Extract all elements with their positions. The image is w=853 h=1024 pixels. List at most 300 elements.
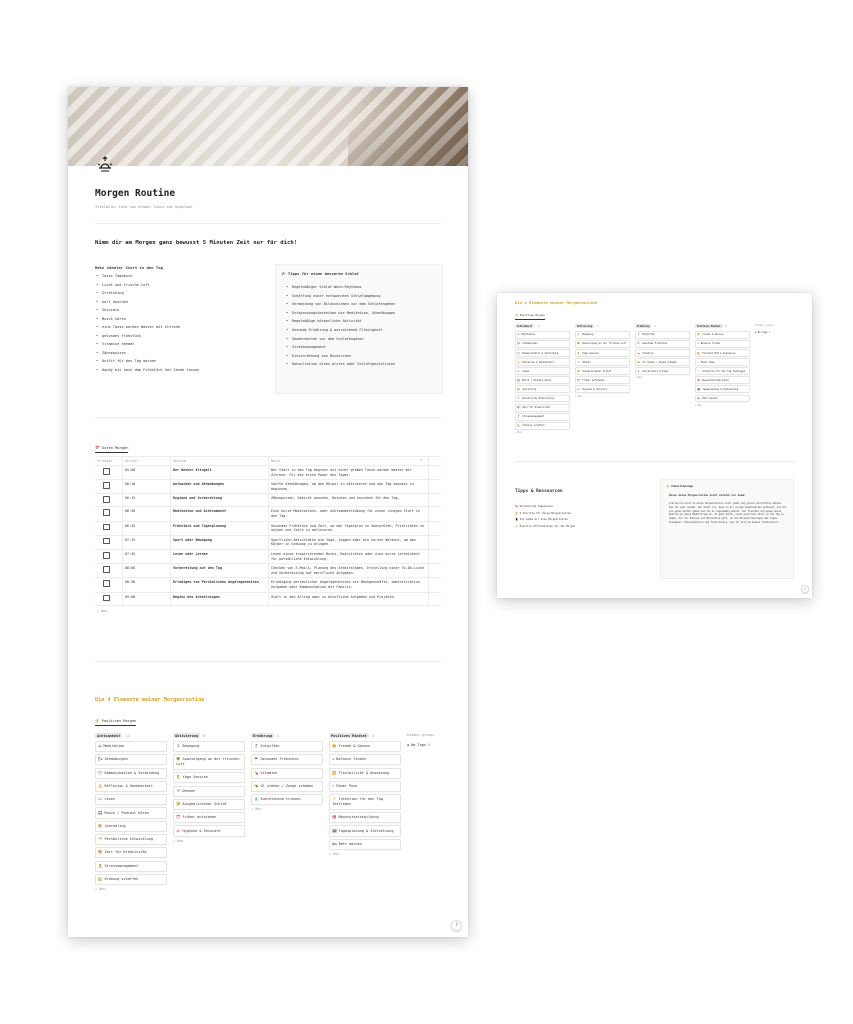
new-card-button[interactable]: + Neu [173, 838, 184, 843]
table-row [95, 507, 441, 521]
card-icon: ⏰ [577, 378, 581, 382]
done-checkbox[interactable] [103, 496, 110, 503]
column-count: 8 [725, 324, 727, 328]
help-button-small[interactable]: ? [801, 585, 809, 593]
column-count: 6 [203, 733, 206, 738]
card-icon: 📖 [517, 369, 521, 373]
card-title: Öl ziehen / Zunge schaben [642, 360, 677, 364]
resource-link[interactable]: 🔖 Persönliche Tagesziele [515, 505, 553, 508]
list-item: • Handy bis nach dem Frühstück hat Sende lassen [95, 366, 275, 375]
board-card[interactable] [695, 349, 750, 357]
list-item: • Einschränkung von Nickerchen [286, 352, 395, 361]
card-icon: 😊 [332, 744, 337, 749]
column-header [329, 733, 401, 738]
card-icon: 🌳 [577, 342, 581, 346]
card-title: Früher aufstehen [182, 815, 217, 820]
board-card[interactable] [173, 754, 245, 770]
header-uhrzeit[interactable]: Uhrzeit [123, 457, 171, 465]
board-column [575, 324, 630, 434]
board-card[interactable] [695, 395, 750, 403]
board-card[interactable] [515, 395, 570, 403]
done-cell [95, 578, 123, 591]
cover-credit: Titelbild: Foto von Arabel Tausz auf Unsplash [95, 205, 193, 209]
board-card[interactable] [575, 385, 630, 393]
board-card[interactable] [635, 340, 690, 348]
table-row [95, 466, 441, 480]
board-card[interactable] [95, 834, 167, 845]
board-card[interactable] [329, 741, 401, 752]
card-title: Freude & Genuss [338, 744, 371, 749]
note-cell: Eine kurze Meditations- oder Achtsamkeitsübung für einen ruhigen Start in den Tag. [269, 507, 429, 520]
callout-body: Vielleicht wirst du deine Morgenroutine nicht jeden Tag gleich durchführen können. Das ist ganz normal. Der Punkt ist, dass du dir einige Gewohnheiten aufbaust, die dir ein gutes Gefühl geben und die du regelmäßig machst. Sei flexibel und passe deine Routine an deine Bedürfnisse an. Es geht darum, einen positiven Start in den Tag zu haben, der dir Energie und Motivation gibt, um die Herausforderungen des Tages anzugehen. Experimentiere und finde heraus, was für dich am besten funktioniert. [669, 502, 787, 524]
card-title: Intention für den Tag festlegen [332, 797, 383, 807]
table-add-column-icon[interactable]: + ··· [420, 458, 431, 462]
list-item: • Konsultation eines Arztes oder Schlafspezialisten [286, 360, 395, 369]
card-icon: 😴 [577, 369, 581, 373]
divider [95, 417, 441, 418]
note-cell: Lesen eines inspirierenden Buchs, Nachrichten oder eine kurze Lerneinheit für persönliche Entwicklung. [269, 550, 429, 563]
routine-cell[interactable]: Hygiene und Vorbereitung [171, 494, 269, 506]
board-card[interactable] [329, 794, 401, 810]
board-card[interactable] [515, 367, 570, 375]
time-cell: 07:45 [123, 550, 171, 563]
tab-positives-morgen[interactable]: 🧭 Positives Morgen [95, 719, 136, 726]
card-title: Musik / Podcast hören [522, 378, 552, 382]
card-title: Ordnung schaffen [104, 877, 139, 881]
no-tags-label: No Tags [411, 742, 426, 747]
board-card[interactable] [173, 741, 245, 752]
no-tags-group[interactable] [407, 743, 441, 747]
column-header [251, 733, 323, 738]
routine-table [95, 456, 441, 616]
sleep-tips-callout [275, 264, 443, 394]
card-title: Öl ziehen / Zunge schaben [260, 784, 314, 789]
card-title: Früher aufstehen [582, 378, 605, 382]
done-cell [95, 550, 123, 563]
spacer-cell [429, 564, 441, 577]
board-card[interactable] [515, 340, 570, 348]
list-item: • Licht und frische Luft [95, 281, 275, 290]
board-card[interactable] [575, 367, 630, 375]
card-title: Yoga Session [582, 351, 599, 355]
card-icon: 💬 [517, 351, 521, 355]
no-tags-count: 0 [428, 742, 431, 747]
lightbulb-icon: 💡 [666, 484, 670, 488]
list-item: • Vitamine nehmen [95, 340, 275, 349]
card-icon: 🛏 [697, 396, 701, 400]
list-item: • Vermeidung von Bildschirmen vor dem Schlafengehen [286, 300, 395, 309]
table-new-row-button[interactable]: + Neu [97, 608, 108, 613]
routine-cell[interactable]: Frühstück und Tagesplanung [171, 522, 269, 535]
time-cell: 05:00 [123, 466, 171, 479]
board-card[interactable] [329, 812, 401, 823]
card-title: Stressmanagement [522, 415, 545, 419]
card-icon: 🏃 [176, 744, 181, 749]
card-title: Lesen [522, 369, 530, 373]
main-page-screenshot [68, 87, 468, 937]
time-cell: 08:30 [123, 578, 171, 591]
board-card[interactable] [575, 340, 630, 348]
card-icon: 🎯 [697, 378, 701, 382]
resources-list [515, 504, 575, 530]
resources-title: Tipps & Ressourcen [515, 489, 563, 494]
board-card[interactable] [515, 385, 570, 393]
help-button[interactable]: ? [451, 920, 462, 931]
resource-link[interactable]: 📝 Positive Affirmationen für den Morgen [515, 524, 576, 528]
card-title: Gesundes Frühstück [260, 757, 299, 762]
board-card[interactable] [173, 772, 245, 783]
card-icon: 📖 [98, 797, 103, 802]
no-tags-label: No Tags [757, 330, 768, 334]
board-column [329, 733, 401, 891]
spacer-cell [429, 578, 441, 591]
card-title: Tagesplanung & Zielsetzung [338, 828, 394, 833]
divider [515, 461, 795, 462]
done-cell [95, 494, 123, 506]
routine-cell[interactable]: Beginn des Arbeitstages [171, 593, 269, 605]
board-card[interactable] [251, 741, 323, 752]
board-card[interactable] [695, 340, 750, 348]
card-icon: 🔀 [697, 351, 701, 355]
card-title: Persönliche Entwicklung [522, 396, 555, 400]
board-card[interactable] [95, 861, 167, 872]
header-erledigt[interactable]: Erledigt [95, 457, 123, 465]
column-label[interactable]: Positives Mindset [697, 324, 721, 328]
board-card[interactable] [173, 786, 245, 797]
card-title: Persönliche Entwicklung [104, 837, 154, 842]
column-count: 5 [276, 733, 280, 738]
column-header [173, 733, 245, 738]
elements-board-small [515, 324, 783, 434]
board-card[interactable] [173, 799, 245, 810]
header-routine[interactable]: Routine [171, 457, 269, 465]
board-card[interactable] [95, 768, 167, 779]
card-icon: 🚿 [577, 360, 581, 364]
card-icon: ⏰ [176, 815, 181, 820]
board-card[interactable] [329, 839, 401, 850]
spacer-cell [429, 536, 441, 549]
card-icon: 🗓 [332, 828, 337, 833]
card-title: Freude & Genuss [702, 333, 724, 337]
sleep-icon: 💤 [281, 271, 286, 276]
board-card[interactable] [95, 754, 167, 765]
card-icon: 🎧 [98, 810, 103, 815]
secondary-page-screenshot [497, 293, 812, 598]
board-card[interactable] [575, 349, 630, 357]
column-count: 11 [125, 733, 130, 738]
board-card[interactable] [251, 781, 323, 792]
card-title: Zeit für Kreativität [104, 850, 147, 855]
table-row [95, 522, 441, 536]
card-title: Balance finden [336, 757, 366, 762]
note-cell: Erledigung persönlicher Angelegenheiten wie Bankgeschäfte, administrative Aufgaben oder Kommunikation mit Familie. [269, 578, 429, 591]
tab-guten-morgen[interactable]: 📅 Guten Morgen [95, 446, 128, 453]
column-label[interactable]: Achtsamkeit [517, 324, 533, 328]
board-card[interactable] [95, 794, 167, 805]
board-card[interactable] [515, 413, 570, 421]
board-card[interactable] [635, 349, 690, 357]
card-title: Ausgeglichener Schlaf [582, 369, 612, 373]
card-title: Flexibilität & Anpassung [338, 770, 390, 775]
folder-icon: ▪ [407, 742, 412, 747]
hidden-groups-label: Hidden groups [755, 324, 773, 327]
board-card[interactable] [95, 874, 167, 885]
hidden-groups [755, 324, 783, 434]
card-icon: 💧 [637, 369, 641, 373]
card-icon: 🌱 [517, 396, 521, 400]
sleep-tips-list [286, 283, 395, 369]
board-card[interactable] [575, 376, 630, 384]
card-title: Musik / Podcast hören [104, 810, 149, 815]
board-card[interactable] [695, 358, 750, 366]
card-icon: 🏃 [577, 333, 581, 337]
folder-icon: ▪ [755, 330, 758, 334]
note-cell: Zähneputzen, Gesicht waschen, Duschen und Anziehen für den Tag. [269, 494, 429, 506]
card-title: Ausgeglichener Schlaf [182, 802, 227, 807]
note-cell: Sportliche Aktivitäten wie Yoga, Joggen oder ein kurzes Workout, um den Körper in Schwung zu bringen. [269, 536, 429, 549]
routine-cell[interactable]: Der Wecker klingelt [171, 466, 269, 479]
list-item: • Musik hören [95, 315, 275, 324]
board-card[interactable] [329, 768, 401, 779]
new-card-button[interactable]: + Neu [251, 807, 262, 812]
board-card[interactable] [695, 385, 750, 393]
spacer-cell [429, 507, 441, 520]
card-icon: 🕉 [517, 333, 520, 337]
done-cell [95, 507, 123, 520]
divider [95, 661, 441, 662]
list-item: • Regelmäßige körperliche Aktivität [286, 317, 395, 326]
board-card[interactable] [635, 367, 690, 375]
card-title: Hygiene & Skincare [182, 828, 221, 833]
card-icon: ✨ [332, 797, 337, 802]
card-title: Bewusstseinsbildung [702, 378, 729, 382]
done-checkbox[interactable] [103, 524, 110, 531]
column-label[interactable]: Positives Mindset [331, 733, 367, 738]
card-icon: 🧘 [176, 775, 181, 780]
board-card[interactable] [515, 404, 570, 412]
done-checkbox[interactable] [103, 566, 110, 573]
routine-cell[interactable]: Lesen oder Lernen [171, 550, 269, 563]
board-card[interactable] [329, 781, 401, 792]
list-item: • Skincare [95, 306, 275, 315]
card-title: Stressmanagement [104, 863, 139, 868]
routine-cell[interactable]: Meditation und Achtsamkeit [171, 507, 269, 520]
spacer-cell [429, 494, 441, 506]
card-icon: 😴 [176, 802, 181, 807]
card-title: Journaling [104, 823, 126, 828]
list-item: • Outfit für den Tag machen [95, 357, 275, 366]
done-checkbox[interactable] [103, 468, 110, 475]
card-title: Reflexion & Dankbarkeit [522, 360, 555, 364]
list-item: • gesundes Frühstück [95, 332, 275, 341]
card-title: Balance finden [700, 342, 721, 346]
content-callout [660, 479, 794, 579]
column-header [515, 324, 570, 328]
column-header [95, 733, 167, 738]
card-icon: 🫒 [637, 360, 641, 364]
no-tags-count: 0 [768, 330, 771, 334]
table-row [95, 578, 441, 592]
card-icon: 🧘 [577, 351, 581, 355]
column-header [695, 324, 750, 328]
note-cell: Der Start in den Tag beginnt mit einer großen Tasse warmen Wasser mit Zitrone. Für die erste Power des Tages. [269, 466, 429, 479]
card-title: Bewegung [582, 333, 594, 337]
compass-icon: 🧭 [515, 314, 519, 317]
callout-title: 💡 Inhaltsbezüge [666, 484, 694, 488]
list-item: • Tasse Tagebuch [95, 272, 275, 281]
board-card[interactable] [95, 807, 167, 818]
board-card[interactable] [575, 331, 630, 339]
table-row [95, 550, 441, 564]
card-icon: 🎯 [332, 815, 337, 820]
column-header [575, 324, 630, 328]
time-cell: 06:10 [123, 480, 171, 493]
list-item: • Stretching [95, 289, 275, 298]
elements-title-small: Die 4 Elemente meiner Morgenroutine [515, 300, 597, 305]
card-title: Dehnen [182, 788, 196, 793]
card-title: Tagesplanung & Zielsetzung [702, 387, 739, 391]
board-card[interactable] [575, 358, 630, 366]
done-cell [95, 522, 123, 535]
board-column [251, 733, 323, 891]
card-title: Flexibilität & Anpassung [702, 351, 736, 355]
card-icon: 🛏 [332, 841, 337, 846]
done-checkbox[interactable] [103, 595, 110, 602]
board-card[interactable] [95, 847, 167, 858]
card-title: Meditation [521, 333, 536, 337]
board-card[interactable] [695, 376, 750, 384]
card-icon: 📔 [98, 823, 103, 828]
card-icon: 🎨 [98, 850, 103, 855]
card-icon: 😊 [697, 333, 701, 337]
card-icon: ⚡ [332, 784, 335, 789]
board-card[interactable] [635, 358, 690, 366]
routine-cell[interactable]: Vorbereitung auf den Tag [171, 564, 269, 577]
table-row [95, 494, 441, 507]
done-checkbox[interactable] [103, 482, 110, 489]
board-card[interactable] [251, 794, 323, 805]
card-title: Entgiften [642, 333, 655, 337]
card-title: Bewegung [182, 744, 200, 749]
new-card-button[interactable]: + Neu [515, 430, 522, 434]
card-title: Intention für den Tag festlegen [702, 369, 746, 373]
board-card[interactable] [635, 331, 690, 339]
card-icon: 💬 [98, 770, 103, 775]
board-card[interactable] [695, 331, 750, 339]
card-title: Yoga Session [182, 775, 208, 780]
no-tags-group[interactable] [755, 331, 783, 334]
new-card-button[interactable]: + Neu [575, 394, 582, 398]
ideal-start-section [95, 265, 275, 374]
card-title: Ausreichend trinken [642, 369, 669, 373]
card-title: Hygiene & Skincare [582, 387, 608, 391]
card-title: Atemübungen [104, 757, 128, 762]
note-cell: Sanfte Atemübungen, um den Körper zu aktivieren und den Tag bewusst zu beginnen. [269, 480, 429, 493]
card-icon: 🏡 [98, 877, 103, 881]
column-label[interactable]: Achtsamkeit [97, 733, 121, 738]
new-card-button[interactable]: + Neu [635, 376, 642, 380]
board-card[interactable] [251, 768, 323, 779]
card-title: Spaziergang an der frischen Luft [582, 342, 627, 346]
new-card-button[interactable]: + Neu [695, 403, 702, 407]
board-card[interactable] [515, 376, 570, 384]
card-icon: 🧼 [577, 387, 581, 391]
card-title: Bett machen [338, 841, 362, 846]
compass-icon: 🧭 [95, 719, 100, 723]
spacer-cell [429, 522, 441, 535]
card-icon: 💊 [637, 351, 641, 355]
card-title: Dehnen [582, 360, 591, 364]
card-icon: 🕉 [98, 744, 102, 749]
new-card-button[interactable]: + Neu [329, 851, 340, 856]
column-label[interactable]: Ernährung [253, 733, 272, 738]
board-card[interactable] [515, 358, 570, 366]
card-title: Ausreichend trinken [260, 797, 301, 802]
routine-cell[interactable]: Sport oder Bewegung [171, 536, 269, 549]
card-icon: 🔀 [332, 770, 337, 775]
card-icon: 🫒 [254, 784, 259, 789]
board-card[interactable] [515, 422, 570, 430]
elements-title: Die 4 Elemente meiner Morgenroutine [95, 697, 205, 703]
column-label[interactable]: Aktivierung [175, 733, 199, 738]
intro-heading: Nimm dir am Morgen ganz bewusst 5 Minuten Zeit nur für dich! [95, 240, 298, 246]
new-card-button[interactable]: + Neu [95, 887, 106, 892]
resource-link[interactable]: 📱 Ich nehme mir eine Morgenroutine [515, 518, 568, 522]
time-cell: 09:00 [123, 593, 171, 605]
spacer-cell [429, 593, 441, 605]
board-card[interactable] [95, 821, 167, 832]
card-title: Kommunikation & Verbindung [104, 770, 160, 775]
board-card[interactable] [515, 331, 570, 339]
tab-positives-morgen-small[interactable]: 🧭 Positives Morgen [515, 314, 545, 320]
board-card[interactable] [515, 349, 570, 357]
done-checkbox[interactable] [103, 580, 110, 587]
card-icon: 🥗 [254, 757, 259, 762]
list-item: • Stressmanagement [286, 343, 395, 352]
board-card[interactable] [95, 781, 167, 792]
card-icon: 🙏 [517, 360, 521, 364]
board-card[interactable] [329, 825, 401, 836]
card-icon: 🎨 [517, 406, 521, 410]
done-checkbox[interactable] [103, 538, 110, 545]
spacer-cell [429, 480, 441, 493]
board-card[interactable] [95, 741, 167, 752]
card-title: Atemübungen [522, 342, 538, 346]
done-checkbox[interactable] [103, 552, 110, 559]
done-cell [95, 536, 123, 549]
column-count: 11 [537, 324, 540, 328]
resource-link[interactable]: 🏆 5 Schritte für deine Morgenroutine [515, 511, 571, 515]
header-notiz[interactable]: Notiz [269, 457, 429, 465]
board-card[interactable] [173, 812, 245, 823]
board-card[interactable] [251, 754, 323, 765]
board-card[interactable] [173, 825, 245, 836]
done-cell [95, 593, 123, 605]
column-label[interactable]: Ernährung [637, 324, 650, 328]
board-card[interactable] [329, 754, 401, 765]
card-icon: 🙏 [98, 784, 103, 789]
table-header [95, 456, 441, 466]
routine-cell[interactable]: Aufwachen und Atemübungen [171, 480, 269, 493]
table-row [95, 564, 441, 578]
card-icon: 💧 [254, 797, 259, 802]
column-label[interactable]: Aktivierung [577, 324, 593, 328]
board-card[interactable] [695, 367, 750, 375]
done-checkbox[interactable] [103, 509, 110, 516]
card-icon: ⚡ [697, 360, 699, 364]
routine-cell[interactable]: Erledigen von Persönlichen Angelegenheiten [171, 578, 269, 591]
card-title: Spaziergang an der frischen Luft [176, 757, 240, 767]
